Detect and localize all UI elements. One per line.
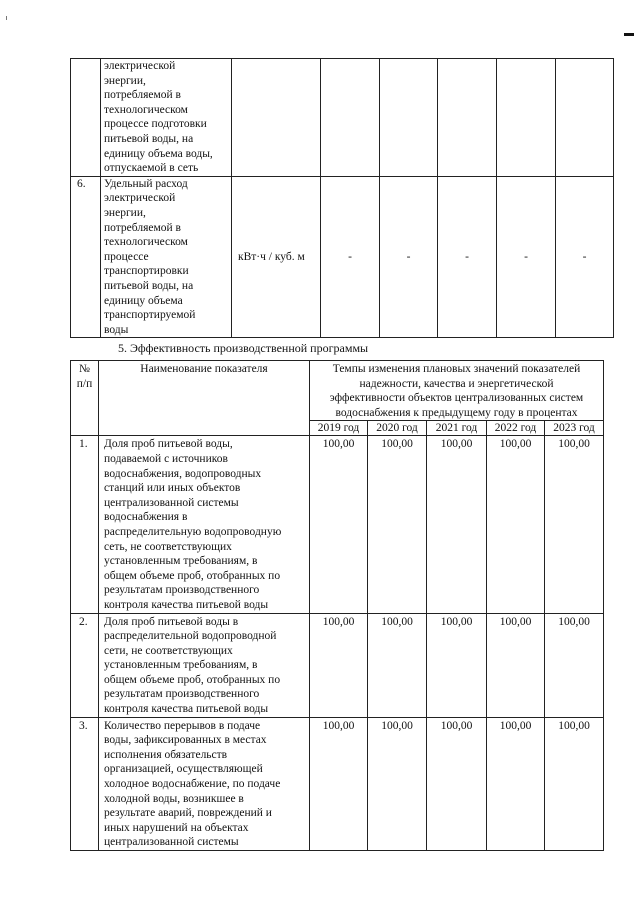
value-cell: 100,00 [545, 436, 604, 613]
value-cell: 100,00 [368, 717, 427, 850]
table-row [71, 59, 614, 177]
value-cell: 100,00 [545, 717, 604, 850]
indicator-name: Удельный расход электрической энергии, потребляемой в технологическом процессе транспортировки питьевой воды, на единицу объема транспортируемой воды [101, 176, 232, 338]
value-cell: 100,00 [368, 436, 427, 613]
table-row [71, 176, 614, 338]
value-cell: 100,00 [487, 613, 545, 717]
value-cell: 100,00 [310, 613, 368, 717]
indicator-name: Доля проб питьевой воды в распределительной водопроводной сети, не соответствующих установленным требованиям, в общем объеме проб, отобранных по результатам производственного контроля качества питьевой воды [99, 613, 310, 717]
table-row [71, 613, 604, 717]
value-cell: 100,00 [310, 436, 368, 613]
value-cell: 100,00 [427, 717, 487, 850]
row-number: 6. [71, 176, 101, 338]
row-number: 3. [71, 717, 99, 850]
table-row [71, 436, 604, 613]
column-header-year: 2022 год [487, 421, 545, 436]
value-cell: 100,00 [427, 436, 487, 613]
indicators-table-continued [70, 58, 614, 338]
value-cell: 100,00 [368, 613, 427, 717]
page-mark [624, 33, 634, 36]
value-cell: 100,00 [487, 436, 545, 613]
section-caption: 5. Эффективность производственной программы [118, 341, 369, 355]
column-header-number: № п/п [71, 361, 99, 436]
row-number: 2. [71, 613, 99, 717]
value-cell [438, 59, 497, 177]
indicator-name: Доля проб питьевой воды, подаваемой с источников водоснабжения, водопроводных станций или иных объектов централизованной системы водоснабжения в распределительную водопроводную сеть, не соответствующих установленным требованиям, в общем объеме проб, отобранных по результатам производственного контроля качества питьевой воды [99, 436, 310, 613]
table-header-row [71, 361, 604, 421]
value-cell: 100,00 [427, 613, 487, 717]
value-cell: - [321, 176, 380, 338]
row-number [71, 59, 101, 177]
efficiency-table [70, 360, 604, 851]
value-cell [556, 59, 614, 177]
value-cell: - [497, 176, 556, 338]
unit-cell: кВт·ч / куб. м [232, 176, 321, 338]
indicator-name: Количество перерывов в подаче воды, зафиксированных в местах исполнения обязательств организацией, осуществляющей холодное водоснабжение, по подаче холодной воды, возникшее в результате аварий, повреждений и иных нарушений на объектах централизованной системы [99, 717, 310, 850]
value-cell: - [438, 176, 497, 338]
value-cell [321, 59, 380, 177]
value-cell: - [556, 176, 614, 338]
value-cell: 100,00 [487, 717, 545, 850]
value-cell [380, 59, 438, 177]
column-header-year: 2021 год [427, 421, 487, 436]
unit-cell [232, 59, 321, 177]
value-cell [497, 59, 556, 177]
column-header-year: 2023 год [545, 421, 604, 436]
scan-artifact [6, 16, 7, 20]
value-cell: - [380, 176, 438, 338]
column-header-group: Темпы изменения плановых значений показателей надежности, качества и энергетической эффективности объектов централизованных систем водоснабжения к предыдущему году в процентах [310, 361, 604, 421]
value-cell: 100,00 [545, 613, 604, 717]
column-header-year: 2020 год [368, 421, 427, 436]
indicator-name: электрической энергии, потребляемой в технологическом процессе подготовки питьевой воды, на единицу объема воды, отпускаемой в сеть [101, 59, 232, 177]
table-row [71, 717, 604, 850]
column-header-year: 2019 год [310, 421, 368, 436]
row-number: 1. [71, 436, 99, 613]
column-header-name: Наименование показателя [99, 361, 310, 436]
value-cell: 100,00 [310, 717, 368, 850]
